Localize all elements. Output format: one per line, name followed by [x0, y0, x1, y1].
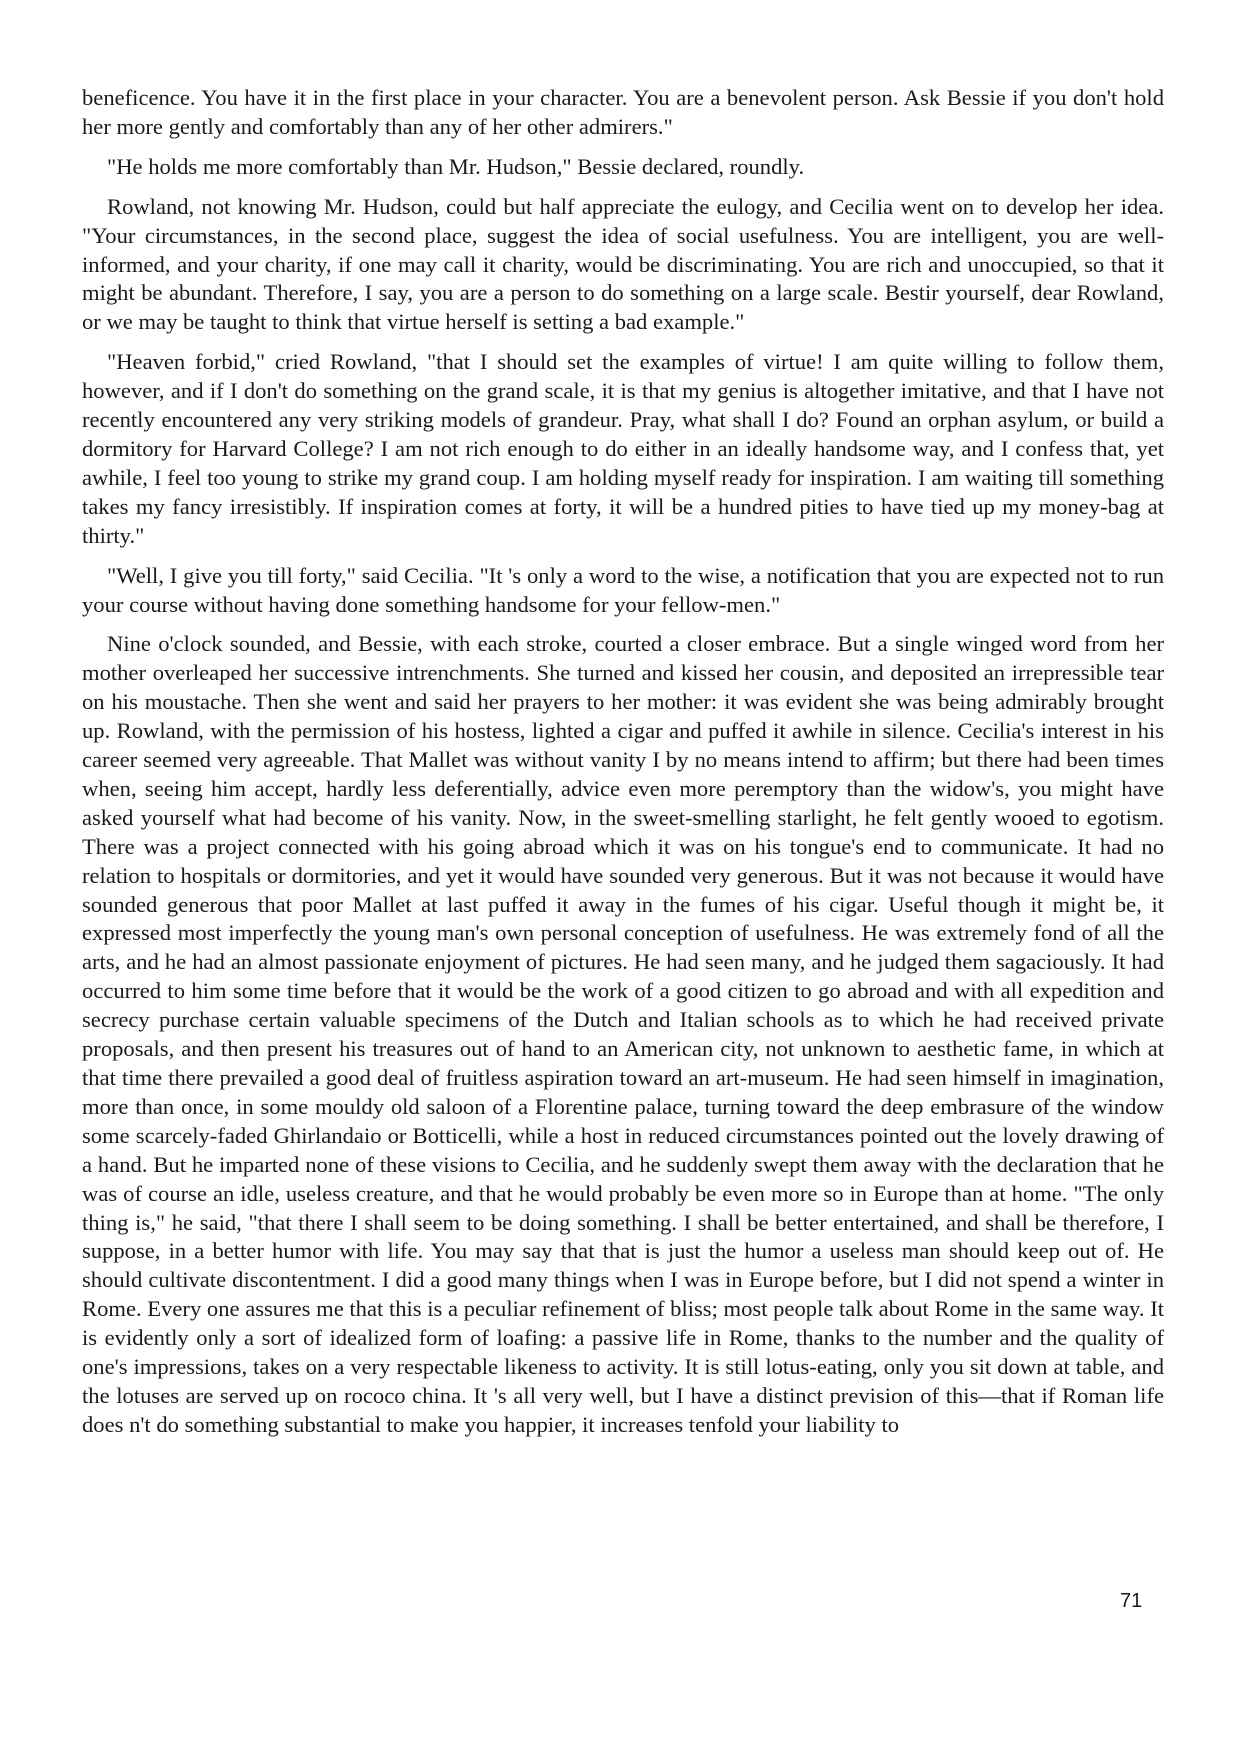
paragraph-2: "He holds me more comfortably than Mr. Hudson," Bessie declared, roundly. — [107, 153, 805, 179]
page-body — [82, 84, 1164, 1451]
paragraph-4: "Heaven forbid," cried Rowland, "that I should set the examples of virtue! I am quite willing to follow them, however, and if I don't do something on the grand scale, it is that my genius is altogether imitative, and that I have not recently encountered any very striking models of grandeur. Pray, what shall I do? Found an orphan asylum, or build a dormitory for Harvard College? I am not rich enough to do either in an ideally handsome way, and I confess that, yet awhile, I feel too young to strike my grand coup. I am holding myself ready for inspiration. I am waiting till something takes my fancy irresistibly. If inspiration comes at forty, it will be a hundred pities to have tied up my money-bag at thirty." — [82, 349, 1164, 548]
page-number: 71 — [1120, 1590, 1143, 1612]
paragraph-5: "Well, I give you till forty," said Cecilia. "It 's only a word to the wise, a notification that you are expected not to run your course without having done something handsome for your fellow-men." — [82, 562, 1164, 617]
paragraph-3: Rowland, not knowing Mr. Hudson, could but half appreciate the eulogy, and Cecilia went on to develop her idea. "Your circumstances, in the second place, suggest the idea of social usefulness. You are intelligent, you are well-informed, and your charity, if one may call it charity, would be discriminating. You are rich and unoccupied, so that it might be abundant. Therefore, I say, you are a person to do something on a large scale. Bestir yourself, dear Rowland, or we may be taught to think that virtue herself is setting a bad example." — [82, 193, 1164, 335]
paragraph-6: Nine o'clock sounded, and Bessie, with each stroke, courted a closer embrace. But a single winged word from her mother overleaped her successive intrenchments. She turned and kissed her cousin, and deposited an irrepressible tear on his moustache. Then she went and said her prayers to her mother: it was evident she was being admirably brought up. Rowland, with the permission of his hostess, lighted a cigar and puffed it awhile in silence. Cecilia's interest in his career seemed very agreeable. That Mallet was without vanity I by no means intend to affirm; but there had been times when, seeing him accept, hardly less deferentially, advice even more peremptory than the widow's, you might have asked yourself what had become of his vanity. Now, in the sweet-smelling starlight, he felt gently wooed to egotism. There was a project connected with his going abroad which it was on his tongue's end to communicate. It had no relation to hospitals or dormitories, and yet it would have sounded very generous. But it was not because it would have sounded generous that poor Mallet at last puffed it away in the fumes of his cigar. Useful though it might be, it expressed most imperfectly the young man's own personal conception of usefulness. He was extremely fond of all the arts, and he had an almost passionate enjoyment of pictures. He had seen many, and he judged them sagaciously. It had occurred to him some time before that it would be the work of a good citizen to go abroad and with all expedition and secrecy purchase certain valuable specimens of the Dutch and Italian schools as to which he had received private proposals, and then present his treasures out of hand to an American city, not unknown to aesthetic fame, in which at that time there prevailed a good deal of fruitless aspiration toward an art-museum. He had seen himself in imagination, more than once, in some mouldy old saloon of a Florentine palace, turning toward the deep embrasure of the window some scarcely-faded Ghirlandaio or Botticelli, while a host in reduced circumstances pointed out the lovely drawing of a hand. But he imparted none of these visions to Cecilia, and he suddenly swept them away with the declaration that he was of course an idle, useless creature, and that he would probably be even more so in Europe than at home. "The only thing is," he said, "that there I shall seem to be doing something. I shall be better entertained, and shall be therefore, I suppose, in a better humor with life. You may say that that is just the humor a useless man should keep out of. He should cultivate discontentment. I did a good many things when I was in Europe before, but I did not spend a winter in Rome. Every one assures me that this is a peculiar refinement of bliss; most people talk about Rome in the same way. It is evidently only a sort of idealized form of loafing: a passive life in Rome, thanks to the number and the quality of one's impressions, takes on a very respectable likeness to activity. It is still lotus-eating, only you sit down at table, and the lotuses are served up on rococo china. It 's all very well, but I have a distinct prevision of this—that if Roman life does n't do something substantial to make you happier, it increases tenfold your liability to — [82, 631, 1164, 1437]
paragraph-1: beneficence. You have it in the first place in your character. You are a benevolent person. Ask Bessie if you don't hold her more gently and comfortably than any of her other admirers." — [82, 85, 1164, 139]
